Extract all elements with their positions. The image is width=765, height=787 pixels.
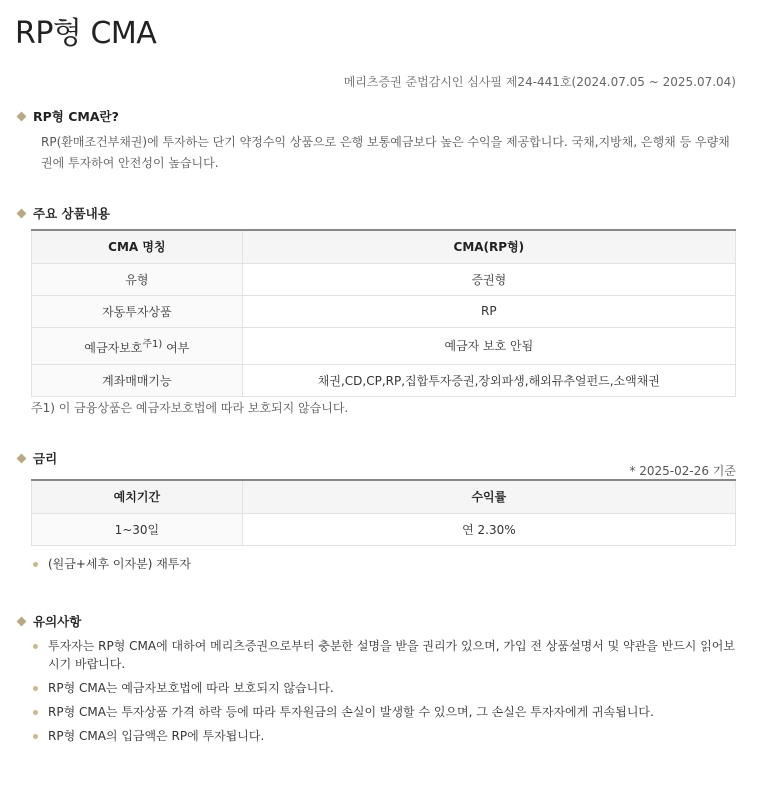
table-cell-value: 채권,CD,CP,RP,집합투자증권,장외파생,해외뮤추얼펀드,소액채권 xyxy=(242,364,735,396)
table-row xyxy=(32,364,736,396)
rate-date-reference: * 2025-02-26 기준 xyxy=(629,464,736,478)
footnote-marker: 주1) xyxy=(142,339,163,350)
section-heading-label: 유의사항 xyxy=(33,614,82,629)
table-cell-label: 유형 xyxy=(32,263,243,295)
diamond-bullet-icon xyxy=(17,453,27,463)
label-suffix: 여부 xyxy=(162,341,190,355)
table-row xyxy=(32,295,736,327)
section-heading-label: 주요 상품내용 xyxy=(33,206,110,221)
table-cell-label: 자동투자상품 xyxy=(32,295,243,327)
table-cell-value: RP xyxy=(242,295,735,327)
table-row xyxy=(32,263,736,295)
section-heading-product xyxy=(18,204,110,222)
table-row xyxy=(32,513,736,545)
table-cell-label: 계좌매매기능 xyxy=(32,364,243,396)
caution-list xyxy=(31,637,743,751)
table-row xyxy=(32,327,736,364)
approval-notice: 메리츠증권 준법감시인 심사필 제24-441호(2024.07.05 ~ 2025.07.04) xyxy=(343,75,736,89)
table-cell-value: 증권형 xyxy=(242,263,735,295)
section-heading-rate xyxy=(18,449,57,467)
footnote: 주1) 이 금융상품은 예금자보호법에 따라 보호되지 않습니다. xyxy=(31,401,349,415)
table-cell-value: 예금자 보호 안됨 xyxy=(242,327,735,364)
section-heading-label: 금리 xyxy=(33,451,58,466)
diamond-bullet-icon xyxy=(17,616,27,626)
table-header-cell: CMA(RP형) xyxy=(242,230,735,263)
table-header-cell: CMA 명칭 xyxy=(32,230,243,263)
table-header-row xyxy=(32,230,736,263)
product-table xyxy=(31,229,736,397)
label-text: 예금자보호 xyxy=(84,341,143,355)
rate-table xyxy=(31,479,736,546)
list-item: RP형 CMA의 입금액은 RP에 투자됩니다. xyxy=(31,727,743,745)
table-header-cell: 예치기간 xyxy=(32,480,243,513)
intro-text: RP(환매조건부채권)에 투자하는 단기 약정수익 상품으로 은행 보통예금보다 높은 수익을 제공합니다. 국채,지방채, 은행채 등 우량채권에 투자하여 안전성이 높습니다. xyxy=(41,135,730,170)
section-heading-intro xyxy=(18,107,119,125)
rate-bullet-list xyxy=(31,555,743,579)
table-header-row xyxy=(32,480,736,513)
diamond-bullet-icon xyxy=(17,111,27,121)
diamond-bullet-icon xyxy=(17,208,27,218)
table-cell-yield: 연 2.30% xyxy=(242,513,735,545)
list-item: (원금+세후 이자분) 재투자 xyxy=(31,555,743,573)
table-header-cell: 수익률 xyxy=(242,480,735,513)
list-item: 투자자는 RP형 CMA에 대하여 메리츠증권으로부터 충분한 설명을 받을 권리가 있으며, 가입 전 상품설명서 및 약관을 반드시 읽어보시기 바랍니다. xyxy=(31,637,743,673)
page-title: RP형 CMA xyxy=(15,16,157,51)
section-heading-label: RP형 CMA란? xyxy=(33,109,119,124)
section-heading-caution xyxy=(18,612,81,630)
table-cell-period: 1~30일 xyxy=(32,513,243,545)
table-cell-label xyxy=(32,327,243,364)
list-item: RP형 CMA는 예금자보호법에 따라 보호되지 않습니다. xyxy=(31,679,743,697)
list-item: RP형 CMA는 투자상품 가격 하락 등에 따라 투자원금의 손실이 발생할 수 있으며, 그 손실은 투자자에게 귀속됩니다. xyxy=(31,703,743,721)
